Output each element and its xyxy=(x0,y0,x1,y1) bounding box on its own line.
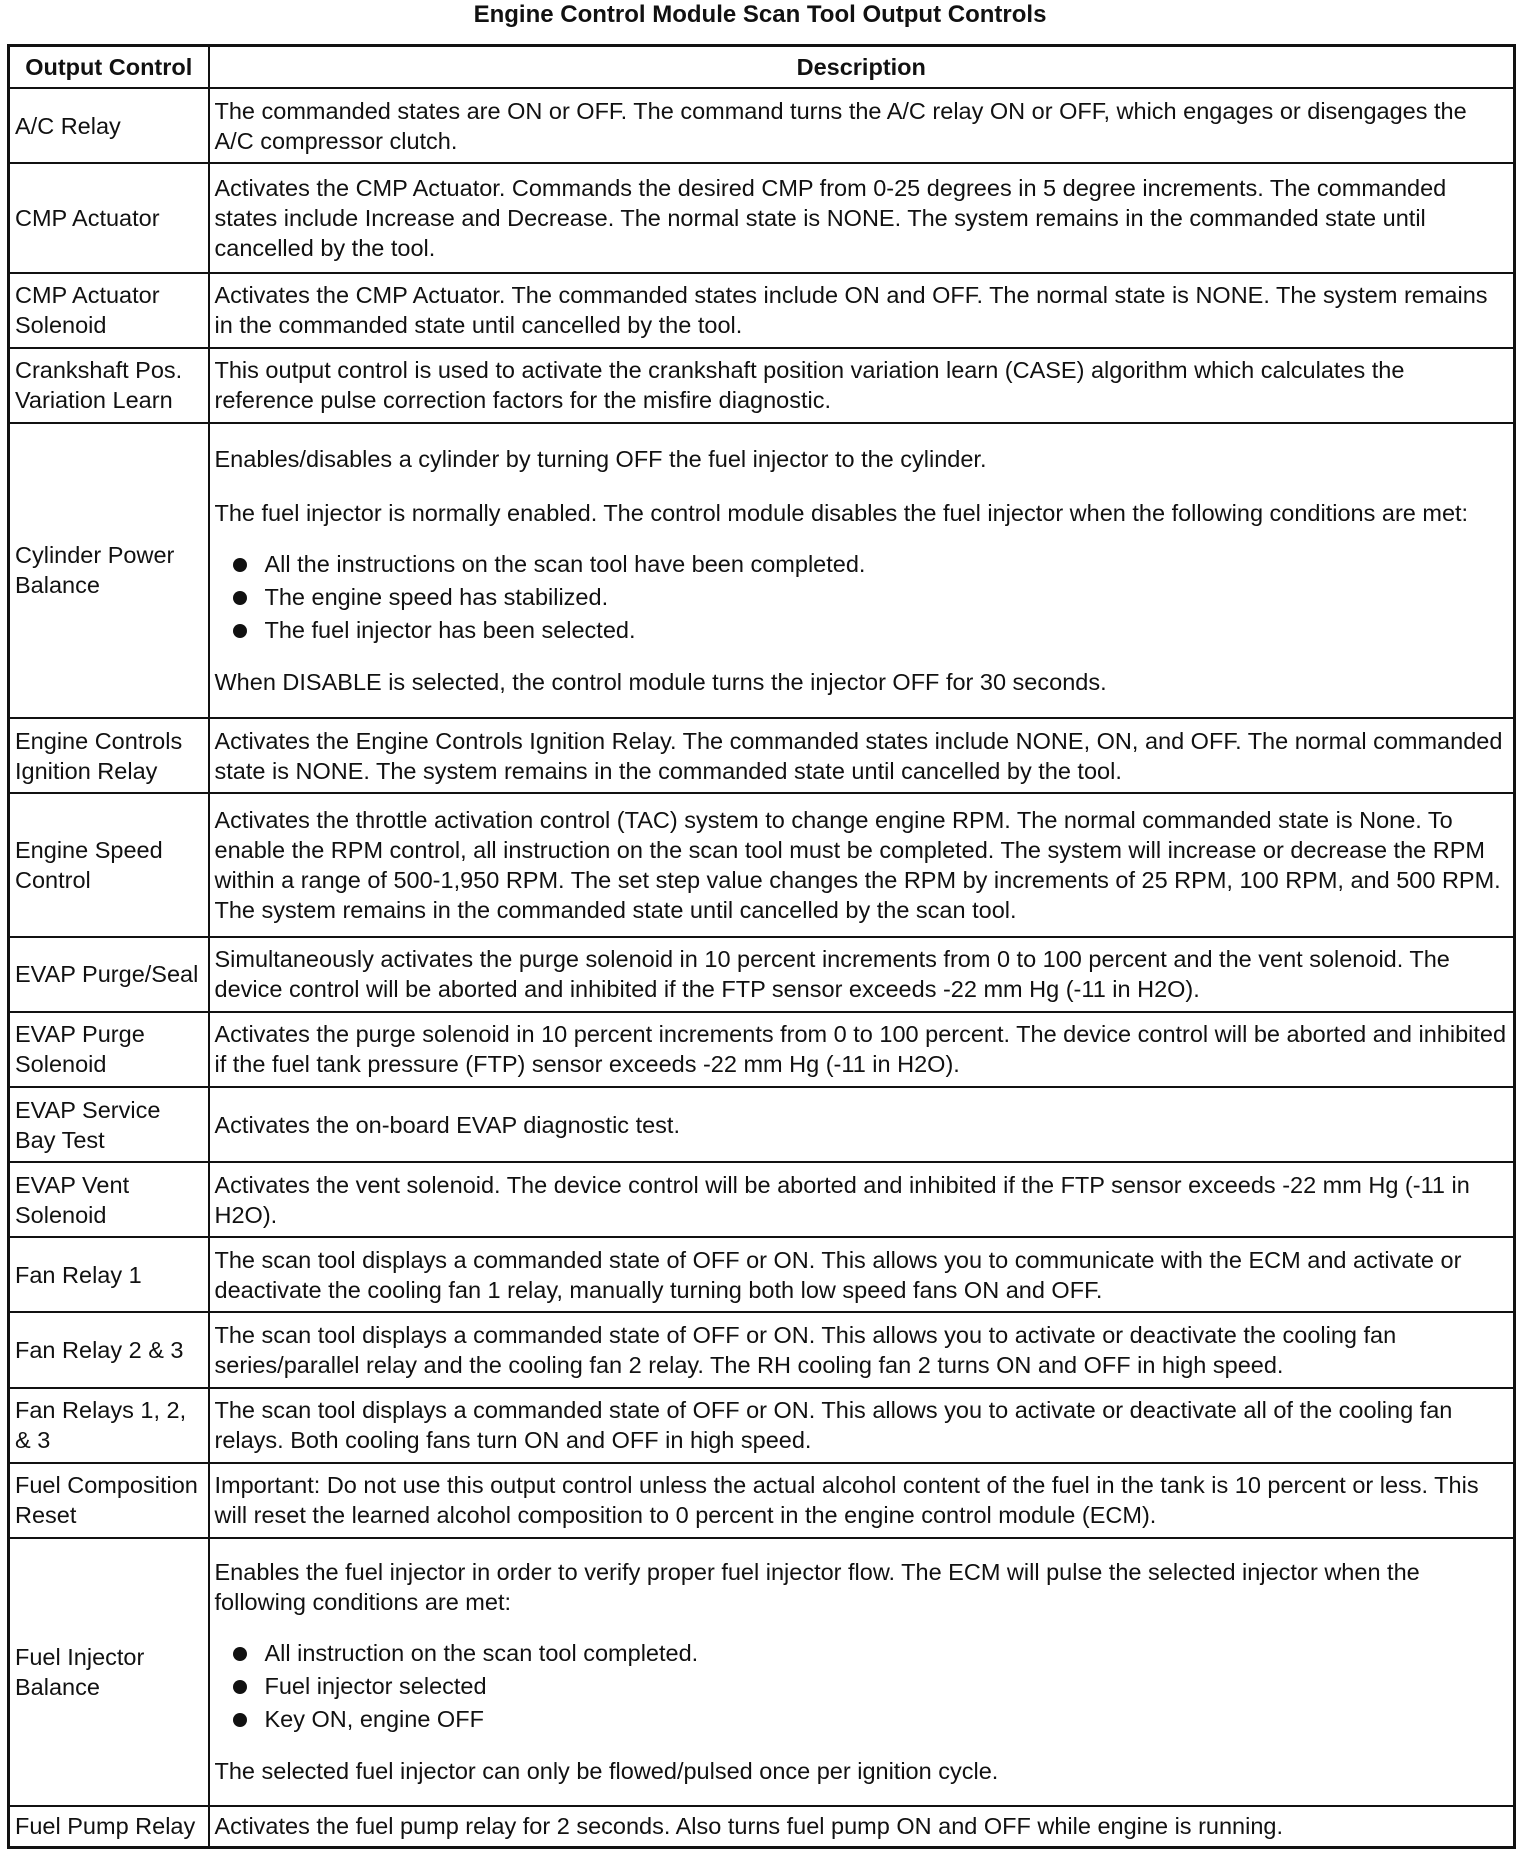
condition-list xyxy=(215,1637,1509,1736)
table-row xyxy=(9,163,1515,272)
output-control-description xyxy=(209,937,1515,1012)
output-control-description xyxy=(209,1388,1515,1463)
condition-text: The fuel injector has been selected. xyxy=(264,616,636,643)
table-row xyxy=(9,1087,1515,1162)
description-paragraph: Activates the on-board EVAP diagnostic test. xyxy=(214,1111,680,1138)
output-control-name: EVAP Vent Solenoid xyxy=(9,1162,209,1237)
output-control-name: Fan Relay 2 & 3 xyxy=(9,1312,209,1387)
output-control-name: Cylinder Power Balance xyxy=(9,423,209,718)
condition-list-item xyxy=(215,1703,1509,1736)
bullet-icon xyxy=(233,1680,247,1694)
description-paragraph: The scan tool displays a commanded state of OFF or ON. This allows you to communicate with the ECM and activate or deactivate the cooling fan 1 relay, manually turning both low speed fans ON and OFF. xyxy=(214,1246,1462,1303)
output-control-description xyxy=(209,1806,1515,1848)
table-row xyxy=(9,937,1515,1012)
bullet-icon xyxy=(233,591,247,605)
bullet-icon xyxy=(233,1713,247,1727)
description-paragraph: Activates the CMP Actuator. Commands the desired CMP from 0-25 degrees in 5 degree increments. The commanded states include Increase and Decrease. The normal state is NONE. The system remains in the commanded state until cancelled by the tool. xyxy=(214,174,1447,261)
condition-text: Fuel injector selected xyxy=(264,1673,487,1700)
output-control-name: Fan Relays 1, 2, & 3 xyxy=(9,1388,209,1463)
description-paragraph: Activates the throttle activation control (TAC) system to change engine RPM. The normal commanded state is None. To enable the RPM control, all instruction on the scan tool must be completed. The system will increase or decrease the RPM within a range of 500-1,950 RPM. The set step value changes the RPM by increments of 25 RPM, 100 RPM, and 500 RPM. The system remains in the commanded state until cancelled by the scan tool. xyxy=(214,806,1501,923)
description-note: The selected fuel injector can only be flowed/pulsed once per ignition cycle. xyxy=(214,1758,999,1785)
output-control-name: EVAP Purge/Seal xyxy=(9,937,209,1012)
output-control-description xyxy=(209,88,1515,163)
bullet-icon xyxy=(233,624,247,638)
output-control-name: Fuel Pump Relay xyxy=(9,1806,209,1848)
condition-list-item xyxy=(215,614,1509,647)
condition-list-item xyxy=(215,581,1509,614)
description-paragraph: Enables the fuel injector in order to verify proper fuel injector flow. The ECM will pulse the selected injector when the following conditions are met: xyxy=(214,1559,1420,1616)
description-paragraph: The scan tool displays a commanded state of OFF or ON. This allows you to activate or deactivate the cooling fan series/parallel relay and the cooling fan 2 relay. The RH cooling fan 2 turns ON and OFF in high speed. xyxy=(214,1322,1397,1379)
table-row xyxy=(9,423,1515,718)
output-control-name: Crankshaft Pos. Variation Learn xyxy=(9,348,209,423)
output-control-description xyxy=(209,1237,1515,1312)
table-row xyxy=(9,1538,1515,1806)
description-paragraph: Activates the fuel pump relay for 2 seconds. Also turns fuel pump ON and OFF while engine is running. xyxy=(214,1813,1283,1840)
output-control-description xyxy=(209,1012,1515,1087)
output-control-description xyxy=(209,163,1515,272)
description-paragraph: The fuel injector is normally enabled. The control module disables the fuel injector when the following conditions are met: xyxy=(214,499,1469,526)
output-control-name: EVAP Purge Solenoid xyxy=(9,1012,209,1087)
table-row xyxy=(9,1312,1515,1387)
output-control-name: CMP Actuator xyxy=(9,163,209,272)
output-control-name: A/C Relay xyxy=(9,88,209,163)
output-control-name: EVAP Service Bay Test xyxy=(9,1087,209,1162)
description-paragraph: Activates the vent solenoid. The device control will be aborted and inhibited if the FTP sensor exceeds -22 mm Hg (-11 in H2O). xyxy=(214,1171,1470,1228)
column-header-output-control: Output Control xyxy=(9,46,209,89)
output-control-name: Fuel Composition Reset xyxy=(9,1463,209,1538)
output-control-name: Engine Controls Ignition Relay xyxy=(9,718,209,793)
condition-list xyxy=(215,548,1509,647)
description-paragraph: Important: Do not use this output control unless the actual alcohol content of the fuel in the tank is 10 percent or less. This will reset the learned alcohol composition to 0 percent in the engine control module (ECM). xyxy=(214,1472,1479,1529)
table-row xyxy=(9,1162,1515,1237)
output-control-name: Fan Relay 1 xyxy=(9,1237,209,1312)
description-paragraph: The commanded states are ON or OFF. The command turns the A/C relay ON or OFF, which engages or disengages the A/C compressor clutch. xyxy=(214,97,1467,154)
output-control-name: Engine Speed Control xyxy=(9,793,209,937)
output-control-name: Fuel Injector Balance xyxy=(9,1538,209,1806)
table-row xyxy=(9,1806,1515,1848)
condition-list-item xyxy=(215,548,1509,581)
output-control-description xyxy=(209,1162,1515,1237)
output-control-description xyxy=(209,1087,1515,1162)
table-row xyxy=(9,1237,1515,1312)
output-control-description xyxy=(209,423,1515,718)
table-row xyxy=(9,1463,1515,1538)
table-row xyxy=(9,88,1515,163)
output-control-description xyxy=(209,273,1515,348)
description-paragraph: Activates the Engine Controls Ignition Relay. The commanded states include NONE, ON, and OFF. The normal commanded state is NONE. The system remains in the commanded state until cancelled by the tool. xyxy=(214,727,1503,784)
output-control-description xyxy=(209,1312,1515,1387)
condition-text: The engine speed has stabilized. xyxy=(264,583,609,610)
output-control-description xyxy=(209,1463,1515,1538)
condition-text: Key ON, engine OFF xyxy=(264,1706,484,1733)
condition-text: All instruction on the scan tool completed. xyxy=(264,1640,699,1667)
table-row xyxy=(9,718,1515,793)
output-control-description xyxy=(209,1538,1515,1806)
condition-list-item xyxy=(215,1637,1509,1670)
table-header-row xyxy=(9,46,1515,89)
description-paragraph: Simultaneously activates the purge solenoid in 10 percent increments from 0 to 100 percent and the vent solenoid. The device control will be aborted and inhibited if the FTP sensor exceeds -22 mm Hg (-11 in H2O). xyxy=(214,946,1450,1003)
bullet-icon xyxy=(233,1647,247,1661)
description-paragraph: Activates the CMP Actuator. The commanded states include ON and OFF. The normal state is NONE. The system remains in the commanded state until cancelled by the tool. xyxy=(214,282,1488,339)
description-note: When DISABLE is selected, the control module turns the injector OFF for 30 seconds. xyxy=(214,668,1107,695)
description-paragraph: This output control is used to activate the crankshaft position variation learn (CASE) algorithm which calculates the reference pulse correction factors for the misfire diagnostic. xyxy=(214,357,1405,414)
output-control-description xyxy=(209,718,1515,793)
table-row xyxy=(9,1012,1515,1087)
condition-list-item xyxy=(215,1670,1509,1703)
bullet-icon xyxy=(233,558,247,572)
page-title: Engine Control Module Scan Tool Output Controls xyxy=(473,1,1047,28)
output-control-name: CMP Actuator Solenoid xyxy=(9,273,209,348)
description-paragraph: Enables/disables a cylinder by turning OFF the fuel injector to the cylinder. xyxy=(214,445,987,472)
table-row xyxy=(9,1388,1515,1463)
column-header-description: Description xyxy=(209,46,1515,89)
table-row xyxy=(9,273,1515,348)
description-paragraph: Activates the purge solenoid in 10 percent increments from 0 to 100 percent. The device control will be aborted and inhibited if the fuel tank pressure (FTP) sensor exceeds -22 mm Hg (-11 in H2O). xyxy=(214,1021,1507,1078)
description-paragraph: The scan tool displays a commanded state of OFF or ON. This allows you to activate or deactivate all of the cooling fan relays. Both cooling fans turn ON and OFF in high speed. xyxy=(214,1397,1453,1454)
condition-text: All the instructions on the scan tool have been completed. xyxy=(264,550,866,577)
table-row xyxy=(9,348,1515,423)
output-control-description xyxy=(209,348,1515,423)
output-control-description xyxy=(209,793,1515,937)
table-row xyxy=(9,793,1515,937)
output-controls-table xyxy=(7,44,1516,1849)
